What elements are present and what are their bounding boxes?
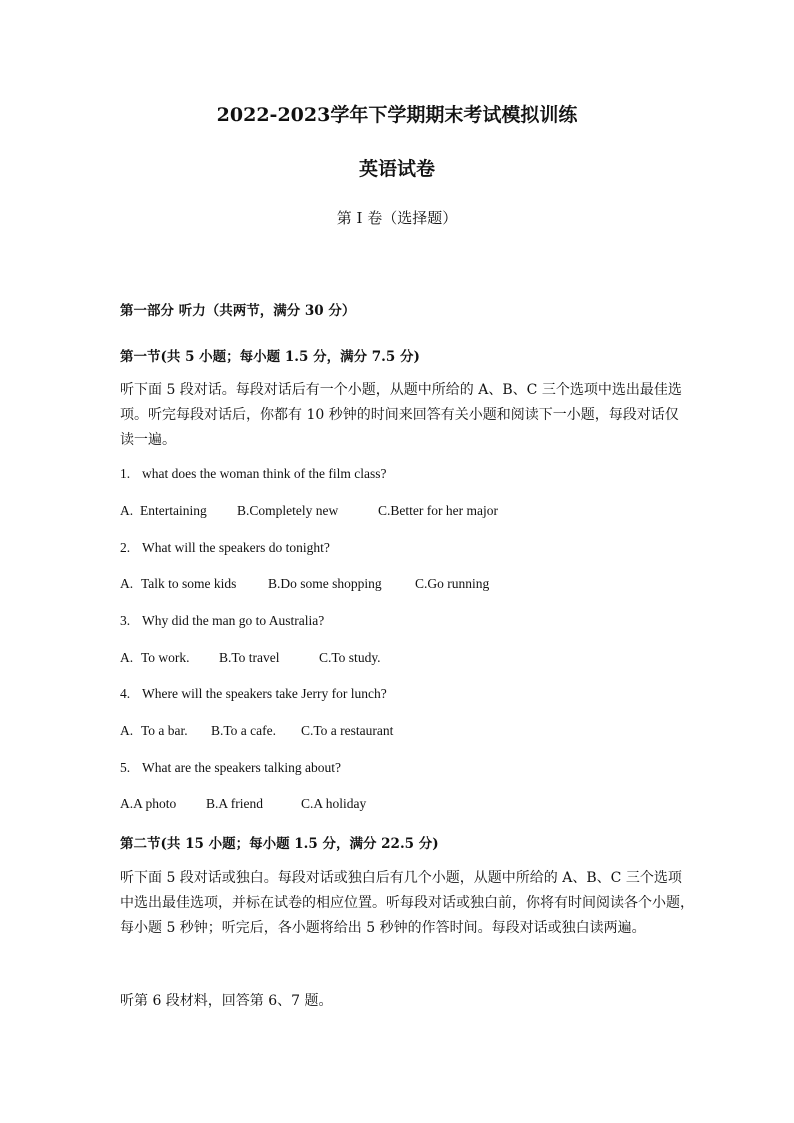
question-5	[120, 760, 341, 776]
part1-heading: 第一部分 听力（共两节，满分 30 分）	[120, 303, 356, 319]
instruction-line: 听下面 5 段对话。每段对话后有一个小题，从题中所给的 A、B、C 三个选项中选出最佳选	[120, 382, 682, 398]
instruction-line: 听下面 5 段对话或独白。每段对话或独白后有几个小题，从题中所给的 A、B、C 三个选项	[120, 870, 682, 886]
option-a: To a bar.	[141, 723, 188, 738]
option-b: B.A friend	[206, 796, 263, 811]
option-b: B.Completely new	[237, 503, 339, 518]
instruction-line: 读一遍。	[120, 432, 176, 448]
section2-instructions	[120, 866, 694, 941]
option-b: B.Do some shopping	[268, 576, 382, 591]
question-text: Where will the speakers take Jerry for lunch?	[142, 686, 387, 701]
option-b: B.To a cafe.	[211, 723, 277, 738]
option-a-prefix: A.	[120, 576, 134, 591]
question-text: Why did the man go to Australia?	[142, 613, 325, 628]
option-a: Entertaining	[140, 503, 207, 518]
option-a-prefix: A.	[120, 503, 134, 518]
option-a-prefix: A.	[120, 650, 134, 665]
question-text: what does the woman think of the film class?	[142, 466, 387, 481]
option-c: C.Better for her major	[378, 503, 498, 518]
question-number: 1.	[120, 466, 131, 481]
subject-title: 英语试卷	[358, 158, 435, 180]
question-2	[120, 540, 330, 556]
options-4	[120, 723, 393, 739]
volume-title: 第 I 卷（选择题）	[336, 209, 458, 227]
option-c: C.A holiday	[301, 796, 367, 811]
question-number: 3.	[120, 613, 131, 628]
section1-instructions	[120, 378, 682, 453]
instruction-line: 中选出最佳选项，并标在试卷的相应位置。听每段对话或独白前，你将有时间阅读各个小题，	[120, 895, 694, 911]
option-a: To work.	[141, 650, 190, 665]
question-number: 2.	[120, 540, 131, 555]
option-a: A.A photo	[120, 796, 177, 811]
option-a: Talk to some kids	[141, 576, 237, 591]
instruction-line: 每小题 5 秒钟；听完后，各小题将给出 5 秒钟的作答时间。每段对话或独白读两遍。	[120, 920, 646, 936]
options-3	[120, 650, 381, 666]
option-b: B.To travel	[219, 650, 280, 665]
option-c: C.To study.	[319, 650, 381, 665]
question-1	[120, 466, 386, 482]
section2-heading: 第二节(共 15 小题；每小题 1.5 分，满分 22.5 分)	[120, 836, 439, 852]
question-3	[120, 613, 324, 629]
options-2	[120, 576, 489, 592]
options-5	[120, 796, 366, 812]
section1-heading: 第一节(共 5 小题；每小题 1.5 分，满分 7.5 分)	[120, 349, 420, 365]
material-note: 听第 6 段材料，回答第 6、7 题。	[120, 993, 333, 1009]
question-text: What are the speakers talking about?	[142, 760, 342, 775]
exam-title: 2022-2023学年下学期期末考试模拟训练	[216, 104, 578, 126]
question-number: 4.	[120, 686, 131, 701]
options-1	[120, 503, 498, 519]
question-text: What will the speakers do tonight?	[142, 540, 330, 555]
option-c: C.To a restaurant	[301, 723, 394, 738]
question-4	[120, 686, 387, 702]
instruction-line: 项。听完每段对话后，你都有 10 秒钟的时间来回答有关小题和阅读下一小题，每段对话仅	[120, 407, 679, 423]
question-number: 5.	[120, 760, 131, 775]
option-c: C.Go running	[415, 576, 490, 591]
option-a-prefix: A.	[120, 723, 134, 738]
